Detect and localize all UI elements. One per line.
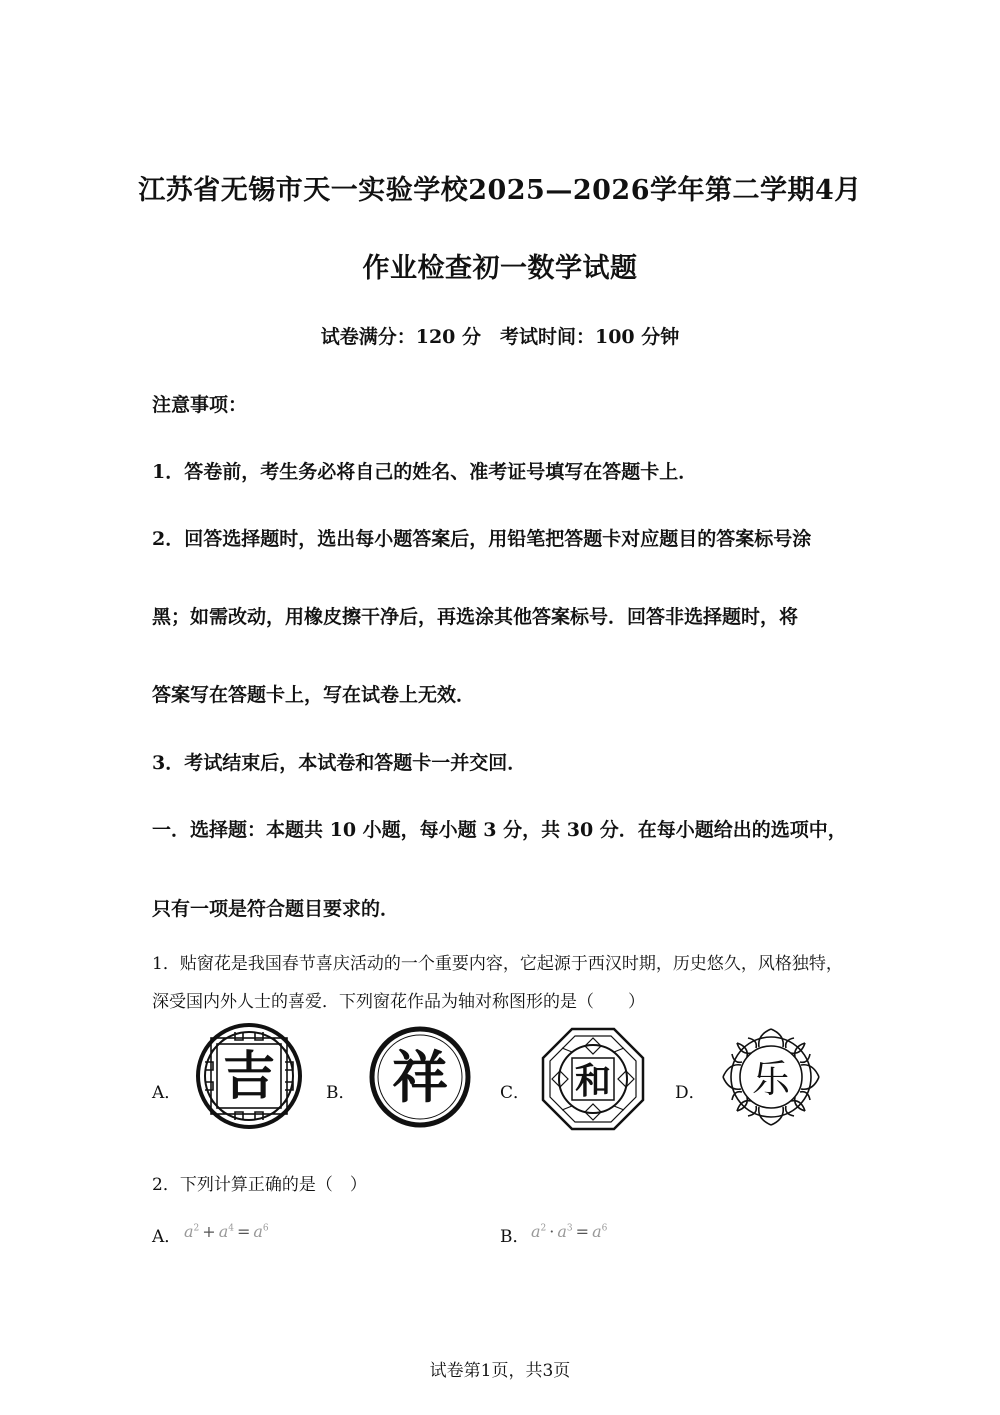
q1-option-c-emblem (540, 1026, 646, 1132)
notice-2-line-2: 黑；如需改动，用橡皮擦干净后，再选涂其他答案标号．回答非选择题时，将 (152, 606, 799, 628)
q2-stem: 2．下列计算正确的是（ ） (152, 1175, 367, 1195)
q1-stem-line-2: 深受国内外人士的喜爱．下列窗花作品为轴对称图形的是（ ） (152, 992, 645, 1012)
notice-3: 3．考试结束后，本试卷和答题卡一并交回． (152, 752, 527, 774)
notice-heading: 注意事项： (152, 394, 248, 416)
exam-meta: 试卷满分：120 分 考试时间：100 分钟 (320, 326, 680, 348)
q2-option-b-expression: $a^2 \cdot a^3 = a^6$ (531, 1222, 608, 1241)
notice-2-line-3: 答案写在答题卡上，写在试卷上无效． (152, 684, 476, 706)
q1-option-b-char: 祥 (392, 1046, 448, 1111)
q2-option-b-label: B． (500, 1227, 530, 1247)
q1-option-d-label: D． (675, 1083, 706, 1103)
page-footer: 试卷第1页，共3页 (429, 1361, 571, 1381)
q1-option-b-emblem (368, 1025, 472, 1129)
notice-1: 1．答卷前，考生务必将自己的姓名、准考证号填写在答题卡上． (152, 461, 698, 483)
q1-option-a-label: A． (152, 1083, 182, 1103)
title-line-1: 江苏省无锡市天一实验学校2025—2026学年第二学期4月 (138, 175, 862, 206)
notice-2-line-1: 2．回答选择题时，选出每小题答案后，用铅笔把答题卡对应题目的答案标号涂 (152, 528, 812, 550)
q1-option-d-char: 乐 (751, 1057, 791, 1101)
q2-option-a-expression: $a^2 + a^4 = a^6$ (184, 1222, 269, 1241)
q1-stem-line-1: 1．贴窗花是我国春节喜庆活动的一个重要内容，它起源于西汉时期，历史悠久，风格独特， (152, 954, 843, 974)
q1-option-d-emblem (718, 1024, 824, 1130)
q2-option-a-label: A． (152, 1227, 182, 1247)
section-1-line-2: 只有一项是符合题目要求的． (152, 898, 400, 920)
q1-option-a-char: 吉 (222, 1047, 276, 1107)
q1-option-b-label: B． (326, 1083, 356, 1103)
title-line-2: 作业检查初一数学试题 (362, 253, 638, 284)
q1-option-c-char: 和 (574, 1061, 612, 1102)
q1-option-a-emblem (195, 1022, 303, 1130)
q1-option-c-label: C． (500, 1083, 531, 1103)
section-1-line-1: 一．选择题：本题共 10 小题，每小题 3 分，共 30 分．在每小题给出的选项中， (152, 819, 847, 841)
